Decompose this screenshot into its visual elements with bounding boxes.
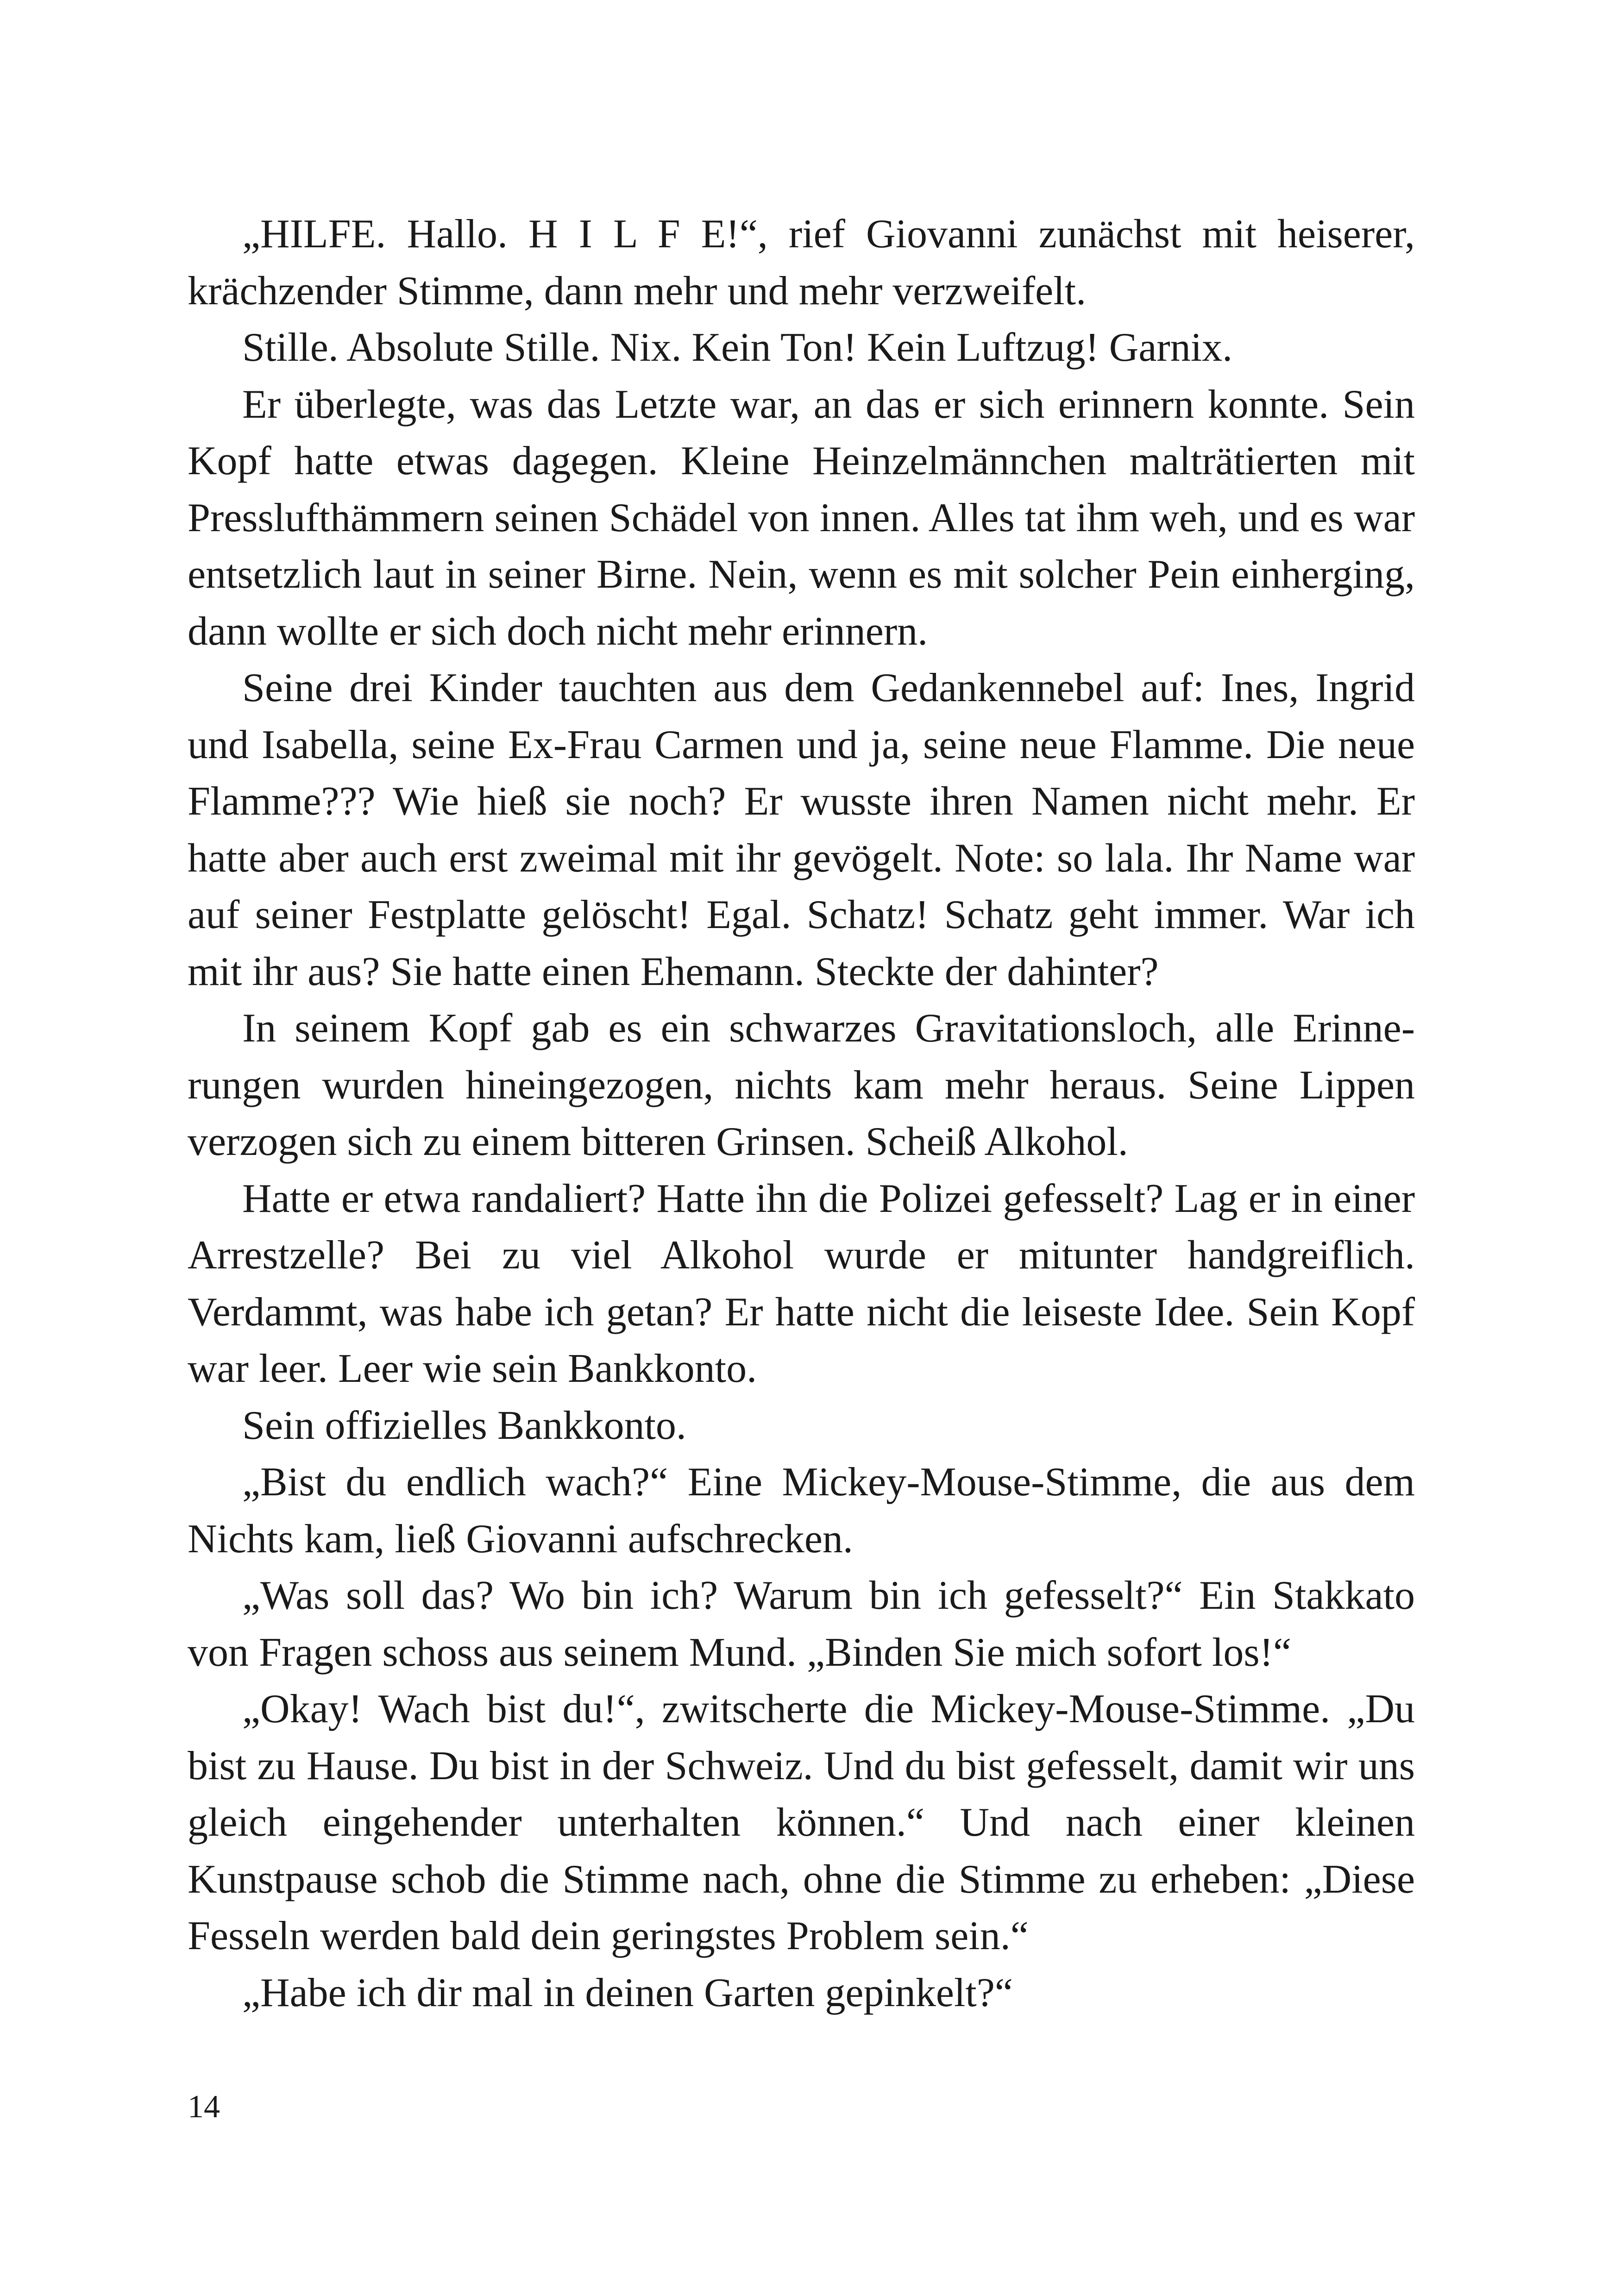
paragraph: Sein offizielles Bankkonto. <box>242 1403 686 1448</box>
paragraph: „HILFE. Hallo. H I L F E!“, rief Giovanni zunächst mit heiserer, krächzender Stimme, dann mehr und mehr verzweifelt. <box>188 212 1415 314</box>
page-number: 14 <box>188 2089 220 2125</box>
paragraph: Hatte er etwa randaliert? Hatte ihn die Polizei gefesselt? Lag er in einer Arrestzelle? Bei zu viel Alkohol wurde er mitunter handgreiflich. Verdammt, was habe ich getan? Er hatte nicht die leiseste Idee. Sein Kopf war leer. Leer wie sein Bankkonto. <box>188 1176 1415 1391</box>
paragraph: Stille. Absolute Stille. Nix. Kein Ton! Kein Luftzug! Garnix. <box>242 325 1233 370</box>
paragraph: Seine drei Kinder tauchten aus dem Gedankennebel auf: Ines, Ingrid und Isabella, seine Ex-Frau Carmen und ja, seine neue Flamme. Die neue Flamme??? Wie hieß sie noch? Er wusste ihren Namen nicht mehr. Er hatte aber auch erst zweimal mit ihr gevögelt. Note: so lala. Ihr Name war auf seiner Festplatte gelöscht! Egal. Schatz! Schatz geht immer. War ich mit ihr aus? Sie hatte einen Ehemann. Steckte der dahinter? <box>188 665 1415 994</box>
paragraph: „Was soll das? Wo bin ich? Warum bin ich gefesselt?“ Ein Stakkato von Fragen schoss aus seinem Mund. „Binden Sie mich sofort los!“ <box>188 1573 1415 1675</box>
paragraph: In seinem Kopf gab es ein schwarzes Gravitationsloch, alle Erinnerungen wurden hineingezogen, nichts kam mehr heraus. Seine Lippen verzogen sich zu einem bitteren Grinsen. Scheiß Alkohol. <box>188 1006 1415 1164</box>
paragraph: „Okay! Wach bist du!“, zwitscherte die Mickey-Mouse-Stimme. „Du bist zu Hause. Du bist in der Schweiz. Und du bist gefesselt, damit wir uns gleich eingehender unterhalten können.“ Und nach einer kleinen Kunstpause schob die Stimme nach, ohne die Stimme zu erheben: „Diese Fesseln werden bald dein geringstes Problem sein.“ <box>188 1687 1415 1958</box>
paragraph: „Habe ich dir mal in deinen Garten gepinkelt?“ <box>242 1970 1013 2015</box>
paragraph: „Bist du endlich wach?“ Eine Mickey-Mouse-Stimme, die aus dem Nichts kam, ließ Giovanni aufschrecken. <box>188 1460 1415 1562</box>
body-text <box>188 206 1415 2021</box>
paragraph: Er überlegte, was das Letzte war, an das er sich erinnern konnte. Sein Kopf hatte etwas dagegen. Kleine Heinzelmännchen malträtierten mit Presslufthämmern seinen Schädel von innen. Alles tat ihm weh, und es war entsetzlich laut in seiner Birne. Nein, wenn es mit solcher Pein einherging, dann wollte er sich doch nicht mehr erinnern. <box>188 382 1415 654</box>
